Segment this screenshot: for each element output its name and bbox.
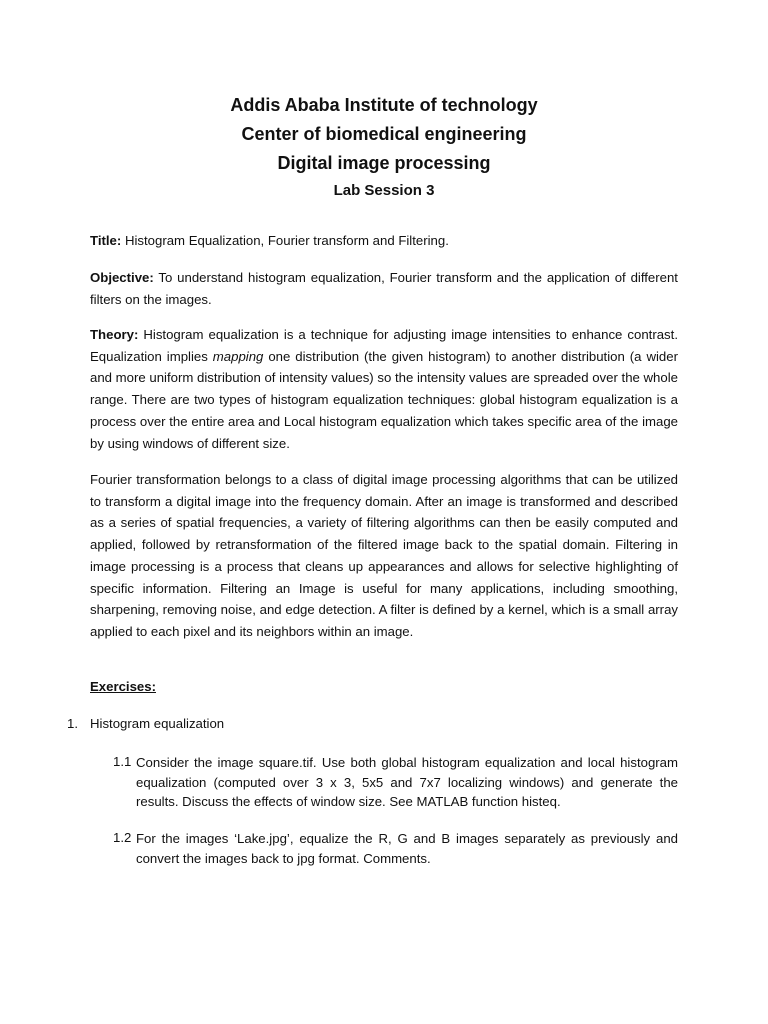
theory-paragraph [90, 324, 678, 454]
center-heading: Center of biomedical engineering [241, 124, 527, 144]
title-line [90, 230, 678, 252]
title-text: Histogram Equalization, Fourier transform and Filtering. [124, 233, 449, 248]
exercise-label: Histogram equalization [90, 716, 225, 731]
subexercise-text: Consider the image square.tif. Use both global histogram equalization and local histogram equalization (computed over 3 x 3, 5x5 and 7x7 localizing windows) and generate the results. Discuss the effects of window size. See MATLAB function histeq. [136, 755, 678, 809]
session-heading: Lab Session 3 [333, 182, 435, 199]
objective-paragraph [90, 267, 678, 310]
subexercise-number: 1.2 [113, 830, 132, 845]
theory-emphasis: mapping [212, 348, 264, 364]
theory-label: Theory: [90, 327, 139, 342]
theory-text-after: one distribution (the given histogram) to another distribution (a wider and more uniform distribution of intensity values) so the intensity values are spreaded over the whole range. There are two types of histogram equalization techniques: global histogram equalization is a process over the entire area and Local histogram equalization which takes specific area of the image by using windows of different size. [90, 348, 678, 451]
exercises-heading: Exercises: [90, 679, 156, 694]
subexercise-number: 1.1 [113, 754, 132, 769]
course-heading: Digital image processing [277, 153, 491, 173]
title-label: Title: [90, 233, 122, 248]
institute-heading: Addis Ababa Institute of technology [230, 95, 538, 115]
exercise-number: 1. [67, 716, 78, 731]
fourier-paragraph: Fourier transformation belongs to a class of digital image processing algorithms that can be utilized to transform a digital image into the frequency domain. After an image is transformed and described as a series of spatial frequencies, a variety of filtering algorithms can then be easily computed and applied, followed by retransformation of the filtered image back to the spatial domain. Filtering in image processing is a process that cleans up appearances and allows for selective highlighting of specific information. Filtering an Image is useful for many applications, including smoothing, sharpening, removing noise, and edge detection. A filter is defined by a kernel, which is a small array applied to each pixel and its neighbors within an image. [90, 472, 678, 639]
subexercise-text: For the images ‘Lake.jpg’, equalize the R, G and B images separately as previously and convert the images back to jpg format. Comments. [136, 831, 678, 866]
objective-text: To understand histogram equalization, Fourier transform and the application of different filters on the images. [90, 270, 678, 307]
objective-label: Objective: [90, 270, 154, 285]
theory-text-before: Histogram equalization is a technique for adjusting image intensities to enhance contrast. Equalization implies [90, 327, 678, 364]
